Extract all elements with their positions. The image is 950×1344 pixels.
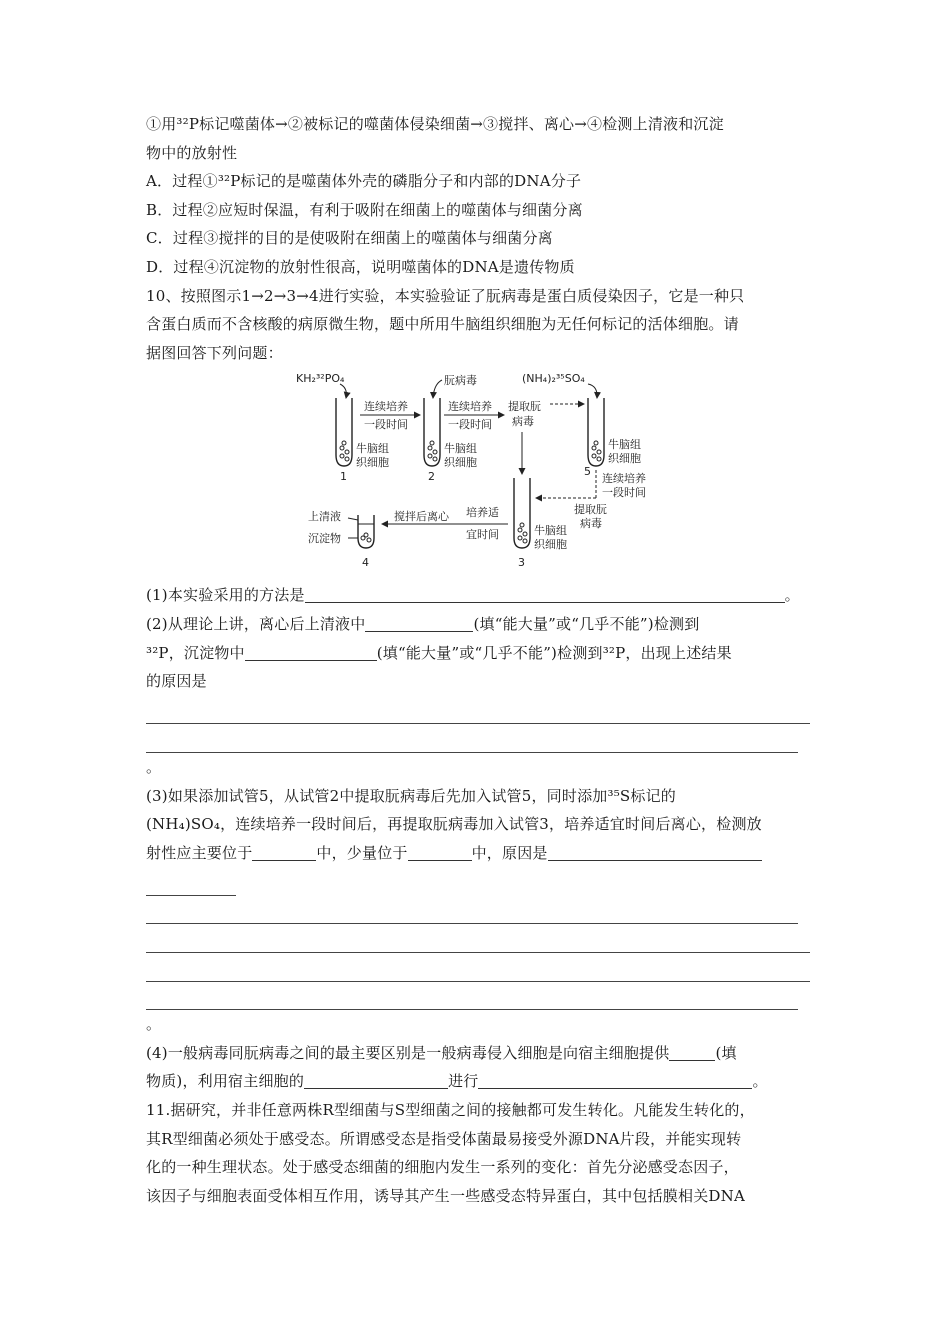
q11-line-2: 其R型细菌必须处于感受态。所谓感受态是指受体菌最易接受外源DNA片段，并能实现转	[146, 1129, 742, 1148]
answer-blank-minor-location[interactable]	[408, 844, 472, 861]
q10-part2-text-2b: (填“能大量”或“几乎不能”)检测到³²P，出现上述结果	[376, 643, 732, 662]
q10-part2-end: 。	[146, 757, 162, 776]
q10-part2-line-3: 的原因是	[146, 672, 207, 691]
q10-stem-line-2: 含蛋白质而不含核酸的病原微生物，题中所用牛脑组织细胞为无任何标记的活体细胞。请	[146, 315, 739, 334]
label-culture-2b: 一段时间	[448, 418, 492, 432]
test-tube-3	[514, 478, 530, 548]
label-culture5-b: 一段时间	[602, 486, 646, 500]
label-extract5-b: 病毒	[580, 517, 602, 531]
label-cells3-a: 牛脑组	[534, 524, 567, 538]
label-sediment: 沉淀物	[308, 532, 341, 546]
arrow-prion	[433, 380, 442, 398]
test-tube-2	[424, 398, 440, 466]
answer-line-reason-1[interactable]	[146, 696, 810, 725]
q10-part4-text-2a: 物质)，利用宿主细胞的	[146, 1072, 305, 1091]
q10-part3-line-2: (NH₄)SO₄，连续培养一段时间后，再提取朊病毒加入试管3，培养适宜时间后离心，检测放	[146, 815, 762, 834]
q10-part4-line-2	[146, 1067, 810, 1096]
q10-part3-line-3	[146, 839, 810, 868]
answer-blank-supernatant[interactable]	[365, 615, 473, 632]
test-tube-1	[336, 398, 352, 466]
q11-line-1: 11.据研究，并非任意两株R型细菌与S型细菌之间的接触都可发生转化。凡能发生转化的，	[146, 1101, 755, 1120]
label-cells2-b: 织细胞	[444, 456, 477, 470]
answer-blank-process[interactable]	[478, 1072, 752, 1089]
label-extract5-a: 提取朊	[574, 503, 607, 517]
q10-part2-line-2	[146, 639, 810, 668]
q10-stem-line-1: 10、按照图示1→2→3→4进行实验，本实验验证了朊病毒是蛋白质侵染因子，它是一种只	[146, 286, 745, 305]
label-cells1-b: 织细胞	[356, 456, 389, 470]
q10-part4-line-1	[146, 1039, 810, 1068]
test-tube-5	[588, 398, 604, 466]
answer-blank-cause-start[interactable]	[548, 844, 762, 861]
answer-line-cause-1[interactable]	[146, 896, 798, 925]
q11-line-3: 化的一种生理状态。处于感受态细菌的细胞内发生一系列的变化：首先分泌感受态因子，	[146, 1158, 739, 1177]
label-culture-2a: 连续培养	[448, 400, 492, 414]
q10-part4-text-1b: (填	[715, 1043, 737, 1062]
label-cells2-a: 牛脑组	[444, 442, 477, 456]
q10-part4-text-1a: (4)一般病毒同朊病毒之间的最主要区别是一般病毒侵入细胞是向宿主细胞提供	[146, 1043, 670, 1062]
q10-part3-text-3b: 中，少量位于	[316, 843, 408, 862]
answer-line-cause-0[interactable]	[146, 867, 236, 896]
arrow-nh4so4	[588, 384, 597, 398]
q10-part2-text-2a: ³²P，沉淀物中	[146, 643, 245, 662]
q10-part3-text-3a: 射性应主要位于	[146, 843, 253, 862]
q10-part4-text-2b: 进行	[448, 1072, 479, 1091]
q9-stem-line-2: 物中的放射性	[146, 143, 238, 162]
q10-part2-text-1a: (2)从理论上讲，离心后上清液中	[146, 614, 366, 633]
q10-part3-text-3c: 中，原因是	[471, 843, 548, 862]
q10-part1-end: 。	[784, 586, 800, 605]
label-kh2po4: KH₂³²PO₄	[296, 372, 345, 386]
q10-part1	[146, 581, 810, 610]
answer-blank-host-resource[interactable]	[304, 1072, 448, 1089]
q10-part3-line-1: (3)如果添加试管5，从试管2中提取朊病毒后先加入试管5，同时添加³⁵S标记的	[146, 786, 676, 805]
tube-number-2: 2	[428, 470, 435, 484]
label-nh4so4: (NH₄)₂³⁵SO₄	[522, 372, 585, 386]
pointer-supernatant	[348, 518, 358, 520]
q9-option-d: D．过程④沉淀物的放射性很高，说明噬菌体的DNA是遗传物质	[146, 257, 575, 276]
label-supernatant: 上清液	[308, 510, 341, 524]
q9-option-a: A．过程①³²P标记的是噬菌体外壳的磷脂分子和内部的DNA分子	[146, 172, 582, 191]
q9-option-c: C．过程③搅拌的目的是使吸附在细菌上的噬菌体与细菌分离	[146, 229, 553, 248]
label-culture-1a: 连续培养	[364, 400, 408, 414]
answer-line-reason-2[interactable]	[146, 724, 798, 753]
q10-part4-end: 。	[752, 1072, 768, 1091]
label-culture-1b: 一段时间	[364, 418, 408, 432]
tube-number-4: 4	[362, 556, 369, 570]
answer-line-cause-4[interactable]	[146, 982, 798, 1011]
label-cells5-a: 牛脑组	[608, 438, 641, 452]
answer-blank-method[interactable]	[305, 586, 785, 603]
answer-blank-sediment[interactable]	[245, 644, 377, 661]
label-extract-a: 提取朊	[508, 400, 541, 414]
answer-line-cause-3[interactable]	[146, 953, 810, 982]
answer-blank-main-location[interactable]	[252, 844, 316, 861]
q10-part2-line-1	[146, 610, 810, 639]
arrow-kh2po4	[340, 384, 346, 398]
experiment-diagram-svg	[296, 370, 666, 575]
q10-part1-text: (1)本实验采用的方法是	[146, 586, 305, 605]
q10-part2-text-1b: (填“能大量”或“几乎不能”)检测到	[473, 614, 700, 633]
tube-number-5: 5	[584, 465, 591, 479]
answer-line-cause-2[interactable]	[146, 924, 810, 953]
label-cells1-a: 牛脑组	[356, 442, 389, 456]
document-page	[146, 110, 810, 1210]
label-prion: 朊病毒	[444, 374, 477, 388]
answer-blank-substance[interactable]	[669, 1044, 715, 1061]
tube-number-1: 1	[340, 470, 347, 484]
label-extract-b: 病毒	[512, 415, 534, 429]
test-tube-4	[358, 515, 374, 548]
q10-part3-end: 。	[146, 1015, 162, 1034]
label-suit-a: 培养适	[466, 506, 499, 520]
q11-line-4: 该因子与细胞表面受体相互作用，诱导其产生一些感受态特异蛋白，其中包括膜相关DNA	[146, 1186, 745, 1205]
experiment-diagram	[146, 370, 810, 575]
label-culture5-a: 连续培养	[602, 472, 646, 486]
q10-stem-line-3: 据图回答下列问题：	[146, 343, 283, 362]
tube-number-3: 3	[518, 556, 525, 570]
q9-option-b: B．过程②应短时保温，有利于吸附在细菌上的噬菌体与细菌分离	[146, 200, 583, 219]
label-suit-b: 宜时间	[466, 528, 499, 542]
label-cells5-b: 织细胞	[608, 452, 641, 466]
q9-stem-line-1: ①用³²P标记噬菌体→②被标记的噬菌体侵染细菌→③搅拌、离心→④检测上清液和沉淀	[146, 115, 724, 133]
label-cells3-b: 织细胞	[534, 538, 567, 552]
label-centrifuge: 搅拌后离心	[394, 510, 449, 524]
